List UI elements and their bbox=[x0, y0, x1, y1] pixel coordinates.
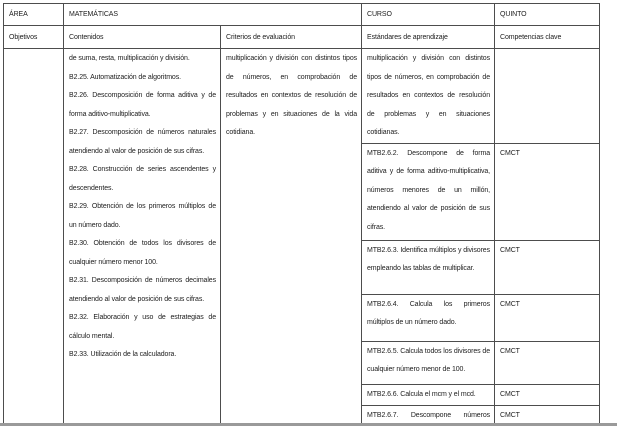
curriculum-table bbox=[3, 3, 600, 426]
competencia-cell: CMCT bbox=[495, 294, 600, 341]
header-row-columns bbox=[4, 26, 600, 49]
objetivos-cell bbox=[4, 49, 64, 426]
contenidos-paragraph: B2.32. Elaboración y uso de estrategias de cálculo mental. bbox=[69, 314, 216, 340]
column-header-competencias: Competencias clave bbox=[495, 26, 600, 49]
competencia-cell: CMCT bbox=[495, 384, 600, 405]
competencia-cell: CMCT bbox=[495, 405, 600, 426]
contenidos-cell bbox=[64, 49, 221, 426]
competencia-cell: CMCT bbox=[495, 143, 600, 240]
estandar-cell: MTB2.6.7. Descompone números bbox=[362, 405, 495, 426]
estandar-cell: MTB2.6.6. Calcula el mcm y el mcd. bbox=[362, 384, 495, 405]
contenidos-paragraph: B2.29. Obtención de los primeros múltiplos de un número dado. bbox=[69, 203, 216, 229]
contenidos-paragraph: B2.33. Utilización de la calculadora. bbox=[69, 351, 177, 358]
criterios-cell bbox=[221, 49, 362, 426]
estandar-cell: MTB2.6.3. Identifica múltiplos y divisores empleando las tablas de multiplicar. bbox=[362, 240, 495, 294]
page-bottom-rule bbox=[0, 423, 617, 426]
contenidos-paragraph: de suma, resta, multiplicación y división. bbox=[69, 55, 190, 62]
course-label: CURSO bbox=[362, 4, 495, 26]
contenidos-paragraph: B2.27. Descomposición de números naturales atendiendo al valor de posición de sus cifras. bbox=[69, 129, 216, 155]
column-header-criterios: Criterios de evaluación bbox=[221, 26, 362, 49]
contenidos-paragraph: B2.31. Descomposición de números decimales atendiendo al valor de posición de sus cifras. bbox=[69, 277, 216, 303]
column-header-estandares: Estándares de aprendizaje bbox=[362, 26, 495, 49]
area-label: ÁREA bbox=[4, 4, 64, 26]
estandar-cell: MTB2.6.4. Calcula los primeros múltiplos de un número dado. bbox=[362, 294, 495, 341]
competencia-cell: CMCT bbox=[495, 240, 600, 294]
estandares-row-1 bbox=[4, 49, 600, 144]
contenidos-paragraph: B2.28. Construcción de series ascendentes y descendentes. bbox=[69, 166, 216, 192]
column-header-objetivos: Objetivos bbox=[4, 26, 64, 49]
header-row-area bbox=[4, 4, 600, 26]
contenidos-paragraph: B2.25. Automatización de algoritmos. bbox=[69, 73, 181, 81]
contenidos-paragraph: B2.26. Descomposición de forma aditiva y de forma aditivo-multiplicativa. bbox=[69, 92, 216, 118]
competencia-cell: CMCT bbox=[495, 341, 600, 384]
estandar-cell: MTB2.6.2. Descompone de forma aditiva y de forma aditivo-multiplicativa, números menores de un millón, atendiendo al valor de posición de sus cifras. bbox=[362, 143, 495, 240]
contenidos-paragraph: B2.30. Obtención de todos los divisores de cualquier número menor 100. bbox=[69, 240, 216, 266]
criterios-paragraph: multiplicación y división con distintos tipos de números, en comprobación de resultados en contextos de resolución de problemas y en situaciones de la vida cotidiana. bbox=[226, 55, 358, 136]
course-value: QUINTO bbox=[495, 4, 600, 26]
subject-label: MATEMÁTICAS bbox=[64, 4, 362, 26]
estandar-cell: multiplicación y división con distintos tipos de números, en comprobación de resultados en contextos de resolución de problemas y en situaciones cotidianas. bbox=[362, 49, 495, 144]
column-header-contenidos: Contenidos bbox=[64, 26, 221, 49]
estandar-cell: MTB2.6.5. Calcula todos los divisores de cualquier número menor de 100. bbox=[362, 341, 495, 384]
competencia-cell bbox=[495, 49, 600, 144]
